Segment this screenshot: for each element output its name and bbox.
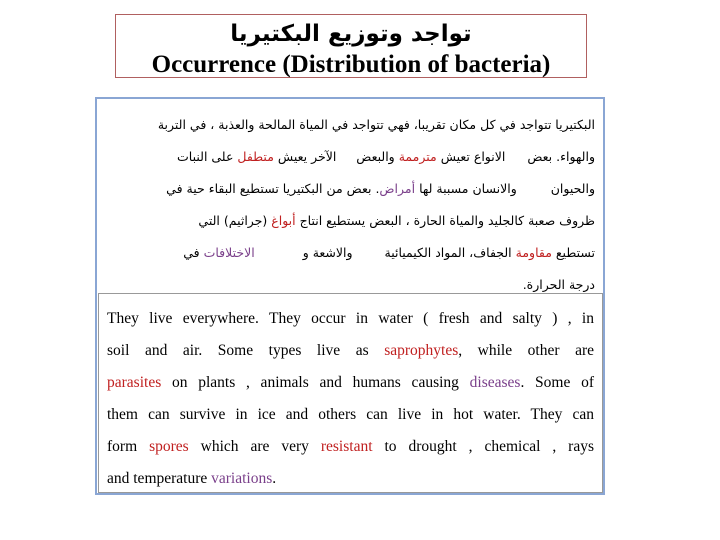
- keyword-diseases-ar: أمراض: [379, 181, 416, 196]
- arabic-text: ظروف صعبة كالجليد والمياة الحارة ، البعض يستطيع انتاج: [299, 213, 595, 228]
- english-text: soil and air. Some types live as: [107, 342, 385, 359]
- keyword-spores: spores: [149, 438, 189, 455]
- english-line-2: [107, 341, 594, 361]
- english-text: .: [272, 470, 277, 487]
- title-box: [115, 14, 587, 78]
- arabic-line-4: [105, 211, 595, 231]
- arabic-text: الانواع تعيش: [440, 149, 506, 164]
- arabic-line-3: [105, 179, 595, 199]
- keyword-variations: variations: [211, 470, 273, 487]
- keyword-variations-ar: الاختلافات: [203, 245, 255, 260]
- arabic-line-5: [105, 243, 595, 263]
- english-text: which are very: [188, 438, 321, 455]
- keyword-resist-ar: مقاومة: [515, 245, 552, 260]
- arabic-text: الجفاف، المواد الكيميائية: [384, 245, 512, 260]
- english-text: to drought , chemical , rays: [372, 438, 595, 455]
- english-line-5: [107, 437, 594, 457]
- english-line-4: them can survive in ice and others can live in hot water. They can: [107, 406, 594, 423]
- arabic-text: الآخر يعيش: [277, 149, 337, 164]
- english-line-1: They live everywhere. They occur in water ( fresh and salty ) , in: [107, 310, 594, 327]
- keyword-diseases: diseases: [469, 374, 521, 391]
- arabic-text: والبعض: [356, 149, 395, 164]
- english-text: on plants , animals and humans causing: [161, 374, 470, 391]
- english-text: form: [107, 438, 150, 455]
- english-text: , while other are: [458, 342, 594, 359]
- arabic-line-6: درجة الحرارة.: [522, 277, 595, 292]
- arabic-text: تستطيع: [555, 245, 595, 260]
- keyword-parasites: parasites: [107, 374, 162, 391]
- arabic-text: في: [183, 245, 200, 260]
- arabic-line-2: [105, 147, 595, 167]
- keyword-resistant: resistant: [320, 438, 373, 455]
- arabic-text: والاشعة و: [302, 245, 353, 260]
- keyword-saprophytes: saprophytes: [384, 342, 459, 359]
- keyword-spores-ar: أبواغ: [271, 213, 296, 228]
- arabic-text: والهواء. بعض: [527, 149, 595, 164]
- english-text: . Some of: [520, 374, 594, 391]
- english-line-6: [107, 469, 594, 489]
- arabic-text: (جراثيم) التي: [198, 213, 268, 228]
- arabic-text: والانسان مسببة لها: [419, 181, 517, 196]
- english-text-box: [98, 293, 603, 493]
- arabic-text: على النبات: [177, 149, 234, 164]
- keyword-parasite-ar: متطفل: [237, 149, 274, 164]
- english-text: and temperature: [107, 470, 212, 487]
- arabic-text: والحيوان: [550, 181, 595, 196]
- title-arabic: تواجد وتوزيع البكتيريا: [230, 21, 472, 47]
- arabic-text: . بعض من البكتيريا تستطيع البقاء حية في: [166, 181, 380, 196]
- title-english: Occurrence (Distribution of bacteria): [151, 51, 551, 78]
- keyword-saprophytes-ar: مترممة: [398, 149, 437, 164]
- english-line-3: [107, 373, 594, 393]
- arabic-line-1: البكتيريا تتواجد في كل مكان تقريبا، فهي تتواجد في المياة المالحة والعذبة ، في التربة: [157, 117, 595, 132]
